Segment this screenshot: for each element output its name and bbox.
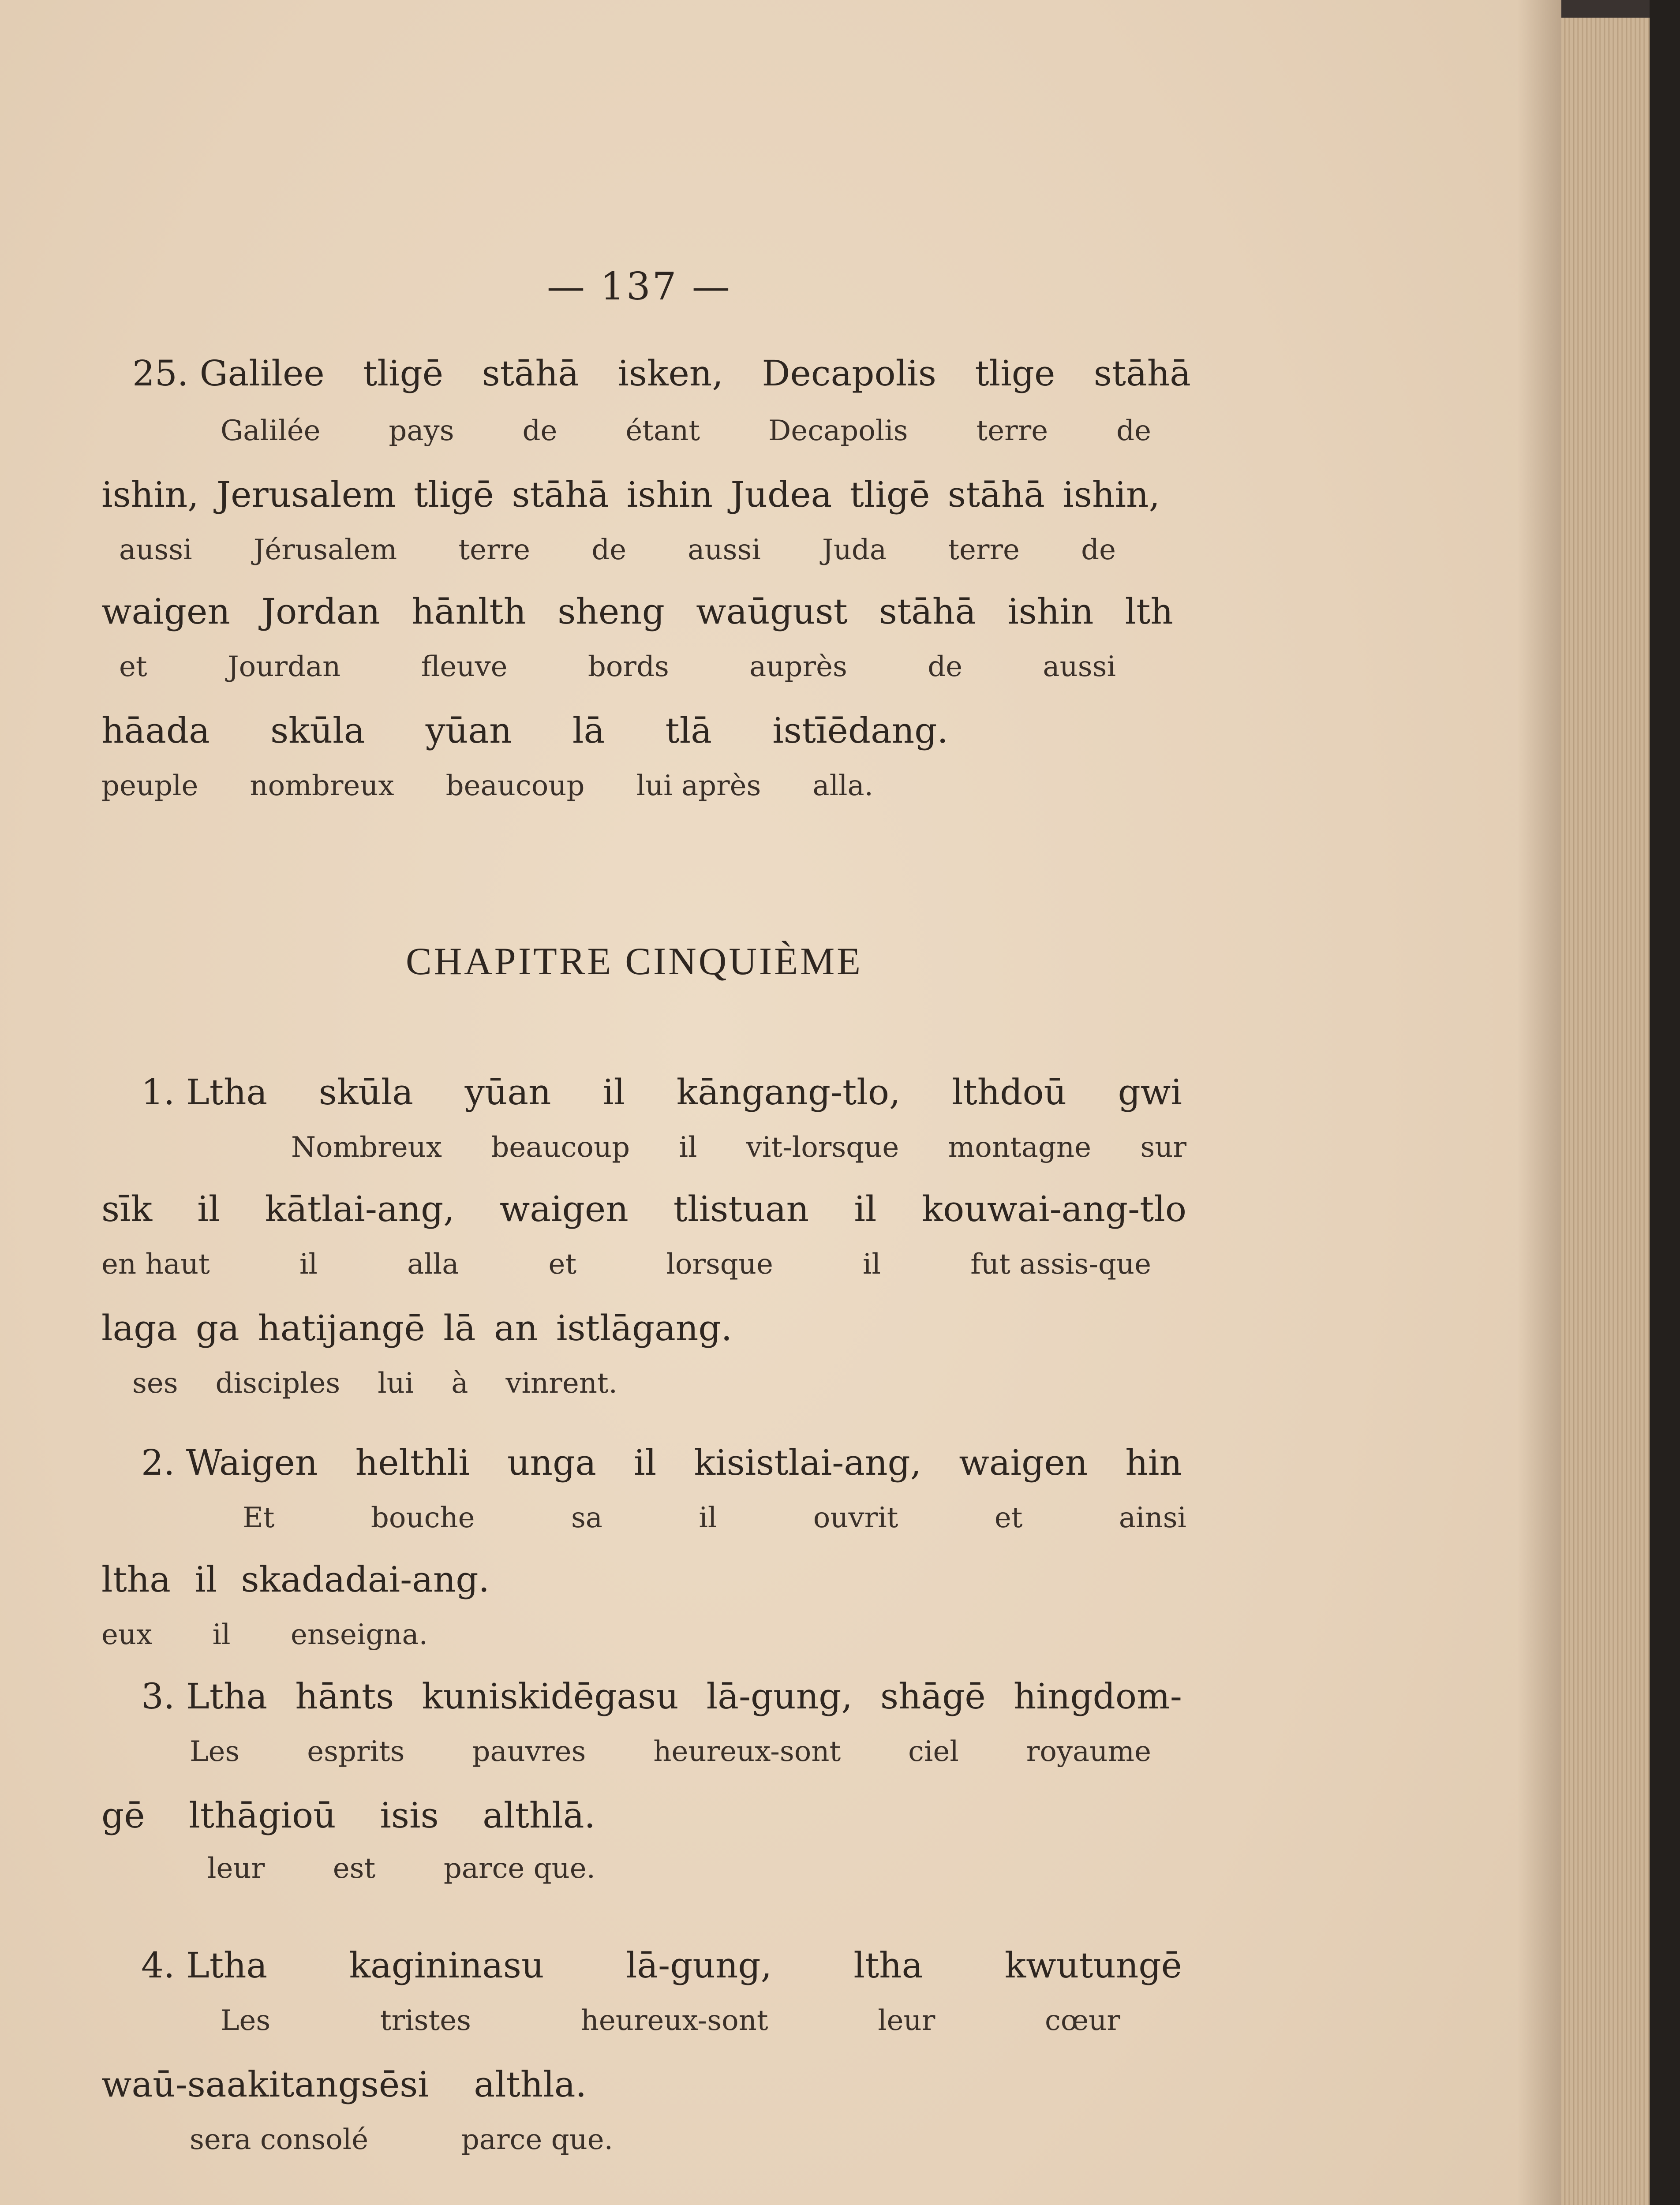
gloss-word: beaucoup: [445, 770, 585, 802]
haida-word: tligē: [414, 474, 494, 515]
gloss-word: leur: [878, 2004, 935, 2037]
haida-word: lā-gung,: [625, 1945, 772, 1986]
gloss-word: disciples: [215, 1367, 340, 1400]
haida-word: althla.: [474, 2064, 587, 2105]
haida-word: isis: [380, 1795, 439, 1836]
book-cover-edge: [1650, 0, 1680, 2205]
gloss-word: tristes: [380, 2004, 471, 2037]
gloss-word: montagne: [948, 1131, 1091, 1164]
gloss-word: de: [928, 650, 963, 683]
gloss-word: heureux-sont: [580, 2004, 768, 2037]
haida-word: kātlai-ang,: [265, 1188, 455, 1230]
gloss-word: Et: [243, 1502, 275, 1534]
gloss-word: aussi: [1043, 650, 1116, 683]
haida-word: shāgē: [880, 1676, 986, 1717]
gloss-word: enseigna.: [291, 1618, 428, 1651]
gloss-word: vit-lorsque: [746, 1131, 899, 1164]
haida-line: [141, 1442, 1182, 1486]
gloss-word: et: [994, 1502, 1023, 1534]
haida-word: kouwai-ang-tlo: [921, 1188, 1186, 1230]
gloss-word: nombreux: [250, 770, 394, 802]
haida-word: lā-gung,: [706, 1676, 853, 1717]
haida-word: 1. Ltha: [141, 1072, 268, 1113]
haida-line: [132, 353, 1191, 397]
haida-word: tlistuan: [673, 1188, 809, 1230]
french-gloss-line: [101, 770, 873, 805]
haida-word: kuniskidēgasu: [422, 1676, 679, 1717]
gloss-word: royaume: [1026, 1735, 1151, 1768]
haida-word: waigen: [959, 1442, 1088, 1483]
gloss-word: Les: [221, 2004, 271, 2037]
gloss-word: Les: [190, 1735, 240, 1768]
haida-word: Decapolis: [762, 353, 936, 394]
haida-word: ga: [195, 1308, 239, 1349]
haida-word: stāhā: [1093, 353, 1191, 394]
french-gloss-line: [190, 1735, 1151, 1771]
haida-line: [101, 474, 1160, 518]
haida-word: Jerusalem: [217, 474, 396, 515]
haida-word: hatijangē: [258, 1308, 425, 1349]
haida-word: isken,: [617, 353, 723, 394]
haida-word: kāngang-tlo,: [676, 1072, 901, 1113]
haida-word: skadadai-ang.: [241, 1559, 490, 1600]
haida-word: hāada: [101, 710, 210, 751]
gloss-word: aussi: [688, 534, 761, 566]
haida-word: 4. Ltha: [141, 1945, 268, 1986]
gloss-word: ses: [132, 1367, 178, 1400]
haida-word: stāhā: [947, 474, 1045, 515]
gloss-word: ouvrit: [813, 1502, 898, 1534]
french-gloss-line: [207, 1852, 595, 1887]
gloss-word: lui: [378, 1367, 414, 1400]
haida-line: [101, 1308, 732, 1352]
haida-word: il: [197, 1188, 220, 1230]
gloss-word: de: [1081, 534, 1116, 566]
haida-word: an: [494, 1308, 538, 1349]
gloss-word: peuple: [101, 770, 198, 802]
haida-line: [101, 1795, 595, 1839]
haida-line: [101, 1559, 490, 1603]
haida-word: Jordan: [262, 591, 380, 632]
french-gloss-line: [190, 2123, 613, 2159]
gloss-word: alla.: [812, 770, 873, 802]
french-gloss-line: [119, 650, 1116, 686]
haida-word: helthli: [355, 1442, 470, 1483]
haida-word: hin: [1125, 1442, 1182, 1483]
french-gloss-line: [101, 1248, 1151, 1283]
gloss-word: il: [699, 1502, 717, 1534]
haida-word: tligē: [363, 353, 444, 394]
haida-line: [141, 1945, 1182, 1989]
haida-word: ishin: [626, 474, 713, 515]
gloss-word: auprès: [749, 650, 847, 683]
haida-word: gē: [101, 1795, 145, 1836]
french-gloss-line: [243, 1502, 1186, 1537]
gloss-word: ciel: [908, 1735, 959, 1768]
gloss-word: alla: [407, 1248, 459, 1281]
haida-word: ishin: [1007, 591, 1094, 632]
gloss-word: étant: [625, 415, 700, 447]
gloss-word: parce que.: [461, 2123, 613, 2156]
haida-word: ishin,: [1063, 474, 1160, 515]
gloss-word: vinrent.: [505, 1367, 617, 1400]
haida-word: waigen: [101, 591, 230, 632]
gloss-word: de: [591, 534, 627, 566]
haida-word: hingdom-: [1013, 1676, 1182, 1717]
haida-word: lā: [443, 1308, 476, 1349]
haida-line: [101, 2064, 587, 2108]
haida-word: waū-saakitangsēsi: [101, 2064, 429, 2105]
gloss-word: sera consolé: [190, 2123, 369, 2156]
haida-word: hānlth: [412, 591, 527, 632]
gloss-word: parce que.: [443, 1852, 595, 1885]
haida-word: ltha: [853, 1945, 923, 1986]
gloss-word: Galilée: [221, 415, 321, 447]
gloss-word: il: [863, 1248, 881, 1281]
haida-word: Judea: [730, 474, 832, 515]
french-gloss-line: [119, 534, 1116, 569]
gloss-word: pays: [389, 415, 454, 447]
gloss-word: Decapolis: [768, 415, 908, 447]
gloss-word: sa: [571, 1502, 602, 1534]
haida-line: [101, 591, 1173, 635]
french-gloss-line: [101, 1618, 428, 1654]
haida-word: skūla: [270, 710, 365, 751]
gloss-word: cœur: [1045, 2004, 1120, 2037]
haida-word: il: [634, 1442, 657, 1483]
gloss-word: ainsi: [1119, 1502, 1186, 1534]
haida-word: il: [854, 1188, 877, 1230]
haida-word: waūgust: [696, 591, 848, 632]
haida-word: skūla: [318, 1072, 414, 1113]
haida-word: kisistlai-ang,: [694, 1442, 922, 1483]
haida-word: althlā.: [483, 1795, 595, 1836]
french-gloss-line: [221, 415, 1151, 450]
haida-word: lthdoū: [951, 1072, 1067, 1113]
gloss-word: Juda: [822, 534, 887, 566]
haida-line: [141, 1676, 1182, 1720]
french-gloss-line: [132, 1367, 617, 1402]
french-gloss-line: [291, 1131, 1186, 1166]
haida-word: tlā: [665, 710, 712, 751]
haida-word: lth: [1125, 591, 1173, 632]
haida-word: istlāgang.: [556, 1308, 732, 1349]
gloss-word: de: [1116, 415, 1151, 447]
gloss-word: il: [299, 1248, 318, 1281]
haida-word: stāhā: [482, 353, 579, 394]
page-number: — 137 —: [547, 265, 732, 309]
haida-word: lā: [572, 710, 605, 751]
haida-word: sīk: [101, 1188, 153, 1230]
haida-line: [101, 1188, 1186, 1233]
haida-word: stāhā: [512, 474, 609, 515]
haida-word: waigen: [499, 1188, 629, 1230]
haida-word: gwi: [1118, 1072, 1182, 1113]
haida-word: laga: [101, 1308, 178, 1349]
haida-line: [101, 710, 948, 754]
gloss-word: est: [333, 1852, 376, 1885]
gloss-word: lui après: [636, 770, 761, 802]
haida-word: istīēdang.: [772, 710, 948, 751]
haida-word: ltha: [101, 1559, 171, 1600]
gloss-word: Jérusalem: [253, 534, 397, 566]
haida-word: yūan: [425, 710, 512, 751]
gloss-word: de: [522, 415, 558, 447]
gloss-word: fut assis-que: [970, 1248, 1151, 1281]
gloss-word: bords: [587, 650, 669, 683]
haida-word: 3. Ltha: [141, 1676, 268, 1717]
gloss-word: leur: [207, 1852, 265, 1885]
gloss-word: terre: [458, 534, 530, 566]
gloss-word: Nombreux: [291, 1131, 442, 1164]
haida-word: ishin,: [101, 474, 199, 515]
haida-word: stāhā: [879, 591, 977, 632]
gloss-word: terre: [948, 534, 1020, 566]
haida-word: sheng: [558, 591, 665, 632]
haida-word: il: [195, 1559, 217, 1600]
haida-word: lthāgioū: [189, 1795, 336, 1836]
gloss-word: il: [679, 1131, 697, 1164]
gloss-word: fleuve: [421, 650, 508, 683]
gloss-word: bouche: [370, 1502, 475, 1534]
haida-word: 25. Galilee: [132, 353, 325, 394]
gloss-word: sur: [1140, 1131, 1186, 1164]
french-gloss-line: [221, 2004, 1120, 2040]
haida-word: 2. Waigen: [141, 1442, 318, 1483]
gloss-word: esprits: [307, 1735, 405, 1768]
haida-word: hānts: [295, 1676, 394, 1717]
haida-line: [141, 1072, 1182, 1116]
page-edges: [1561, 18, 1650, 2205]
gloss-word: aussi: [119, 534, 192, 566]
gloss-word: il: [212, 1618, 231, 1651]
gloss-word: et: [119, 650, 147, 683]
haida-word: unga: [507, 1442, 596, 1483]
gloss-word: Jourdan: [227, 650, 341, 683]
gloss-word: à: [451, 1367, 468, 1400]
haida-word: il: [602, 1072, 625, 1113]
gloss-word: beaucoup: [491, 1131, 630, 1164]
gloss-word: terre: [976, 415, 1048, 447]
haida-word: yūan: [464, 1072, 551, 1113]
gloss-word: et: [548, 1248, 577, 1281]
gloss-word: en haut: [101, 1248, 210, 1281]
haida-word: kagininasu: [349, 1945, 544, 1986]
haida-word: tligē: [849, 474, 930, 515]
haida-word: tlige: [975, 353, 1055, 394]
gloss-word: eux: [101, 1618, 153, 1651]
gloss-word: heureux-sont: [653, 1735, 841, 1768]
gloss-word: pauvres: [472, 1735, 586, 1768]
chapter-title: CHAPITRE CINQUIÈME: [406, 940, 863, 983]
haida-word: kwutungē: [1004, 1945, 1182, 1986]
gloss-word: lorsque: [666, 1248, 773, 1281]
